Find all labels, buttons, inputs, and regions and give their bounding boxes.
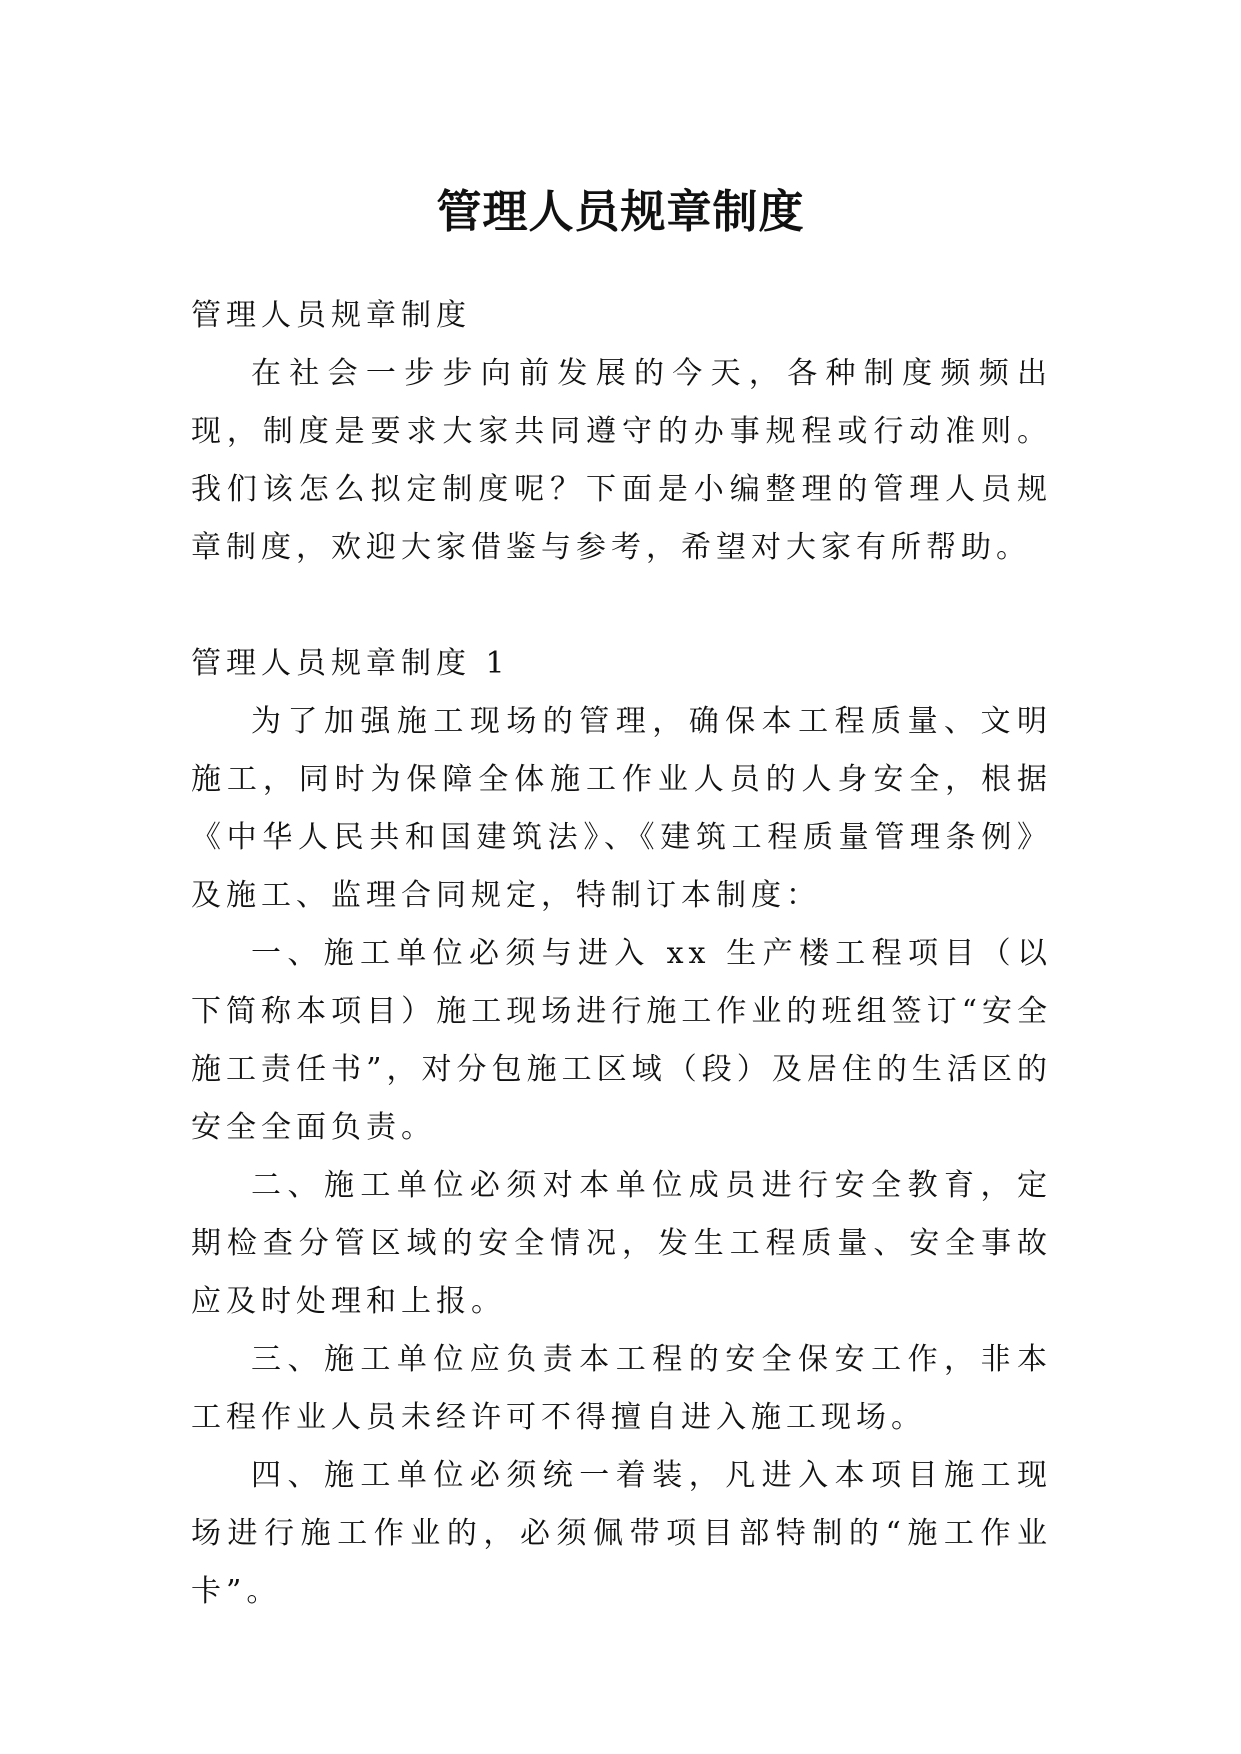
document-body bbox=[191, 287, 1052, 1621]
subtitle: 管理人员规章制度 bbox=[191, 298, 471, 333]
section-heading: 管理人员规章制度 1 bbox=[191, 646, 510, 681]
section-spacer bbox=[191, 577, 1052, 635]
paragraph-item-2: 二、施工单位必须对本单位成员进行安全教育，定期检查分管区域的安全情况，发生工程质量、安全事故应及时处理和上报。 bbox=[191, 1168, 1052, 1319]
document-title: 管理人员规章制度 bbox=[436, 185, 805, 239]
paragraph-item-3: 三、施工单位应负责本工程的安全保安工作，非本工程作业人员未经许可不得擅自进入施工现场。 bbox=[191, 1342, 1052, 1435]
paragraph-item-4: 四、施工单位必须统一着装，凡进入本项目施工现场进行施工作业的，必须佩带项目部特制的“施工作业卡”。 bbox=[191, 1458, 1052, 1609]
paragraph-preamble: 为了加强施工现场的管理，确保本工程质量、文明施工，同时为保障全体施工作业人员的人身安全，根据《中华人民共和国建筑法》、《建筑工程质量管理条例》及施工、监理合同规定，特制订本制度： bbox=[191, 704, 1052, 913]
paragraph-item-1: 一、施工单位必须与进入 xx 生产楼工程项目（以下简称本项目）施工现场进行施工作业的班组签订“安全施工责任书”，对分包施工区域（段）及居住的生活区的安全全面负责。 bbox=[191, 936, 1052, 1145]
intro-paragraph: 在社会一步步向前发展的今天，各种制度频频出现，制度是要求大家共同遵守的办事规程或行动准则。我们该怎么拟定制度呢？下面是小编整理的管理人员规章制度，欢迎大家借鉴与参考，希望对大家有所帮助。 bbox=[191, 356, 1052, 565]
